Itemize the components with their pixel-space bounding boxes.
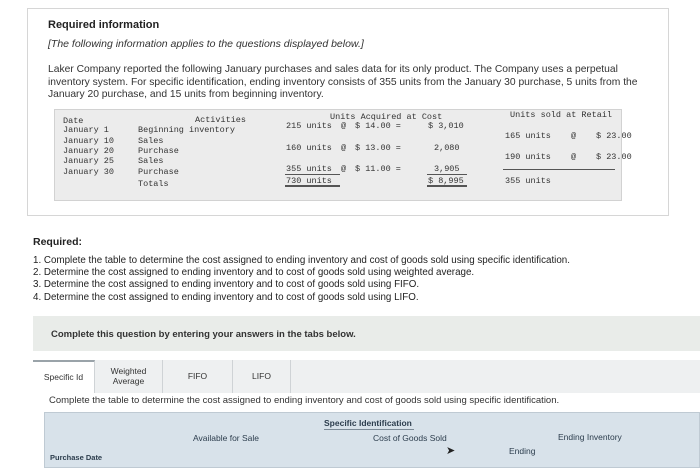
row-unit-cost: $ 14.00 = bbox=[355, 121, 401, 131]
cost-underline bbox=[427, 174, 467, 175]
at-symbol: @ bbox=[341, 164, 347, 174]
required-step: 1. Complete the table to determine the cost assigned to ending inventory and cost of goods sold using specific identification. bbox=[33, 255, 570, 266]
intro-paragraph: Laker Company reported the following January purchases and sales data for its only product. The Company uses a perpetual inventory system. For specific identification, ending inventory consists of 355 units from the January 30 purchase, 5 units from the January 20 purchase, and 15 units from beginning inventory. bbox=[48, 64, 638, 100]
instructions-bar bbox=[33, 316, 700, 351]
row-activity: Purchase bbox=[138, 167, 179, 177]
units-double-underline bbox=[285, 185, 340, 187]
row-units: 215 units bbox=[286, 121, 332, 131]
row-date: January 25 bbox=[63, 156, 115, 166]
col-header-sold: Units sold at Retail bbox=[510, 110, 613, 120]
required-step: 3. Determine the cost assigned to ending inventory and to cost of goods sold using FIFO. bbox=[33, 279, 420, 291]
purchase-date-header: Purchase Date bbox=[50, 453, 103, 462]
info-subheading: [The following information applies to the questions displayed below.] bbox=[48, 38, 364, 50]
col-header-activities: Activities bbox=[195, 115, 247, 125]
row-retail-price: $ 23.00 bbox=[596, 152, 632, 162]
row-units: 160 units bbox=[286, 143, 332, 153]
tab-lifo[interactable]: LIFO bbox=[233, 360, 291, 393]
tab-specific-id[interactable]: Specific Id bbox=[33, 360, 95, 393]
required-step: 4. Determine the cost assigned to ending inventory and to cost of goods sold using LIFO. bbox=[33, 291, 419, 303]
specific-id-table-header bbox=[44, 412, 700, 468]
information-panel bbox=[27, 8, 669, 216]
purchases-sales-table bbox=[54, 109, 632, 201]
tab-weighted-average[interactable]: Weighted Average bbox=[95, 360, 163, 393]
sold-underline bbox=[503, 169, 615, 170]
at-symbol: @ bbox=[571, 131, 577, 141]
row-date: January 20 bbox=[63, 146, 115, 156]
row-sold-units: 165 units bbox=[505, 131, 551, 141]
col-header-date: Date bbox=[63, 116, 84, 126]
totals-label: Totals bbox=[138, 179, 169, 189]
answer-tabs bbox=[33, 360, 700, 393]
row-unit-cost: $ 11.00 = bbox=[355, 164, 401, 174]
row-units: 355 units bbox=[286, 164, 332, 174]
row-activity: Beginning inventory bbox=[138, 125, 235, 135]
tab-description: Complete the table to determine the cost assigned to ending inventory and cost of goods sold using specific identification. bbox=[49, 395, 560, 406]
info-heading: Required information bbox=[48, 19, 160, 31]
row-activity: Purchase bbox=[138, 146, 179, 156]
row-sold-units: 190 units bbox=[505, 152, 551, 162]
units-underline bbox=[285, 174, 340, 175]
at-symbol: @ bbox=[571, 152, 577, 162]
at-symbol: @ bbox=[341, 121, 347, 131]
cogs-header: Cost of Goods Sold bbox=[373, 433, 447, 443]
at-symbol: @ bbox=[341, 143, 347, 153]
totals-sold-units: 355 units bbox=[505, 176, 551, 186]
row-date: January 10 bbox=[63, 136, 115, 146]
totals-cost: $ 8,995 bbox=[428, 176, 464, 186]
spec-title: Specific Identification bbox=[324, 418, 412, 428]
row-unit-cost: $ 13.00 = bbox=[355, 143, 401, 153]
col-header-acquired: Units Acquired at Cost bbox=[330, 112, 443, 122]
title-underline bbox=[324, 429, 414, 430]
cost-double-underline bbox=[427, 185, 467, 187]
required-steps bbox=[33, 255, 570, 304]
row-date: January 1 bbox=[63, 125, 109, 135]
ending-subheader: Ending bbox=[509, 446, 536, 456]
instructions-text: Complete this question by entering your answers in the tabs below. bbox=[51, 329, 356, 340]
totals-units: 730 units bbox=[286, 176, 332, 186]
row-total-cost: 3,905 bbox=[434, 164, 460, 174]
row-date: January 30 bbox=[63, 167, 115, 177]
row-total-cost: $ 3,010 bbox=[428, 121, 464, 131]
available-for-sale-header: Available for Sale bbox=[193, 433, 259, 443]
ending-inventory-header: Ending Inventory bbox=[558, 432, 622, 442]
required-step: 2. Determine the cost assigned to ending inventory and to cost of goods sold using weighted average. bbox=[33, 267, 475, 279]
tab-fifo[interactable]: FIFO bbox=[163, 360, 233, 393]
required-heading: Required: bbox=[33, 236, 83, 248]
row-retail-price: $ 23.00 bbox=[596, 131, 632, 141]
row-activity: Sales bbox=[138, 136, 164, 146]
row-activity: Sales bbox=[138, 156, 164, 166]
row-total-cost: 2,080 bbox=[434, 143, 460, 153]
cursor-icon: ➤ bbox=[446, 445, 456, 457]
